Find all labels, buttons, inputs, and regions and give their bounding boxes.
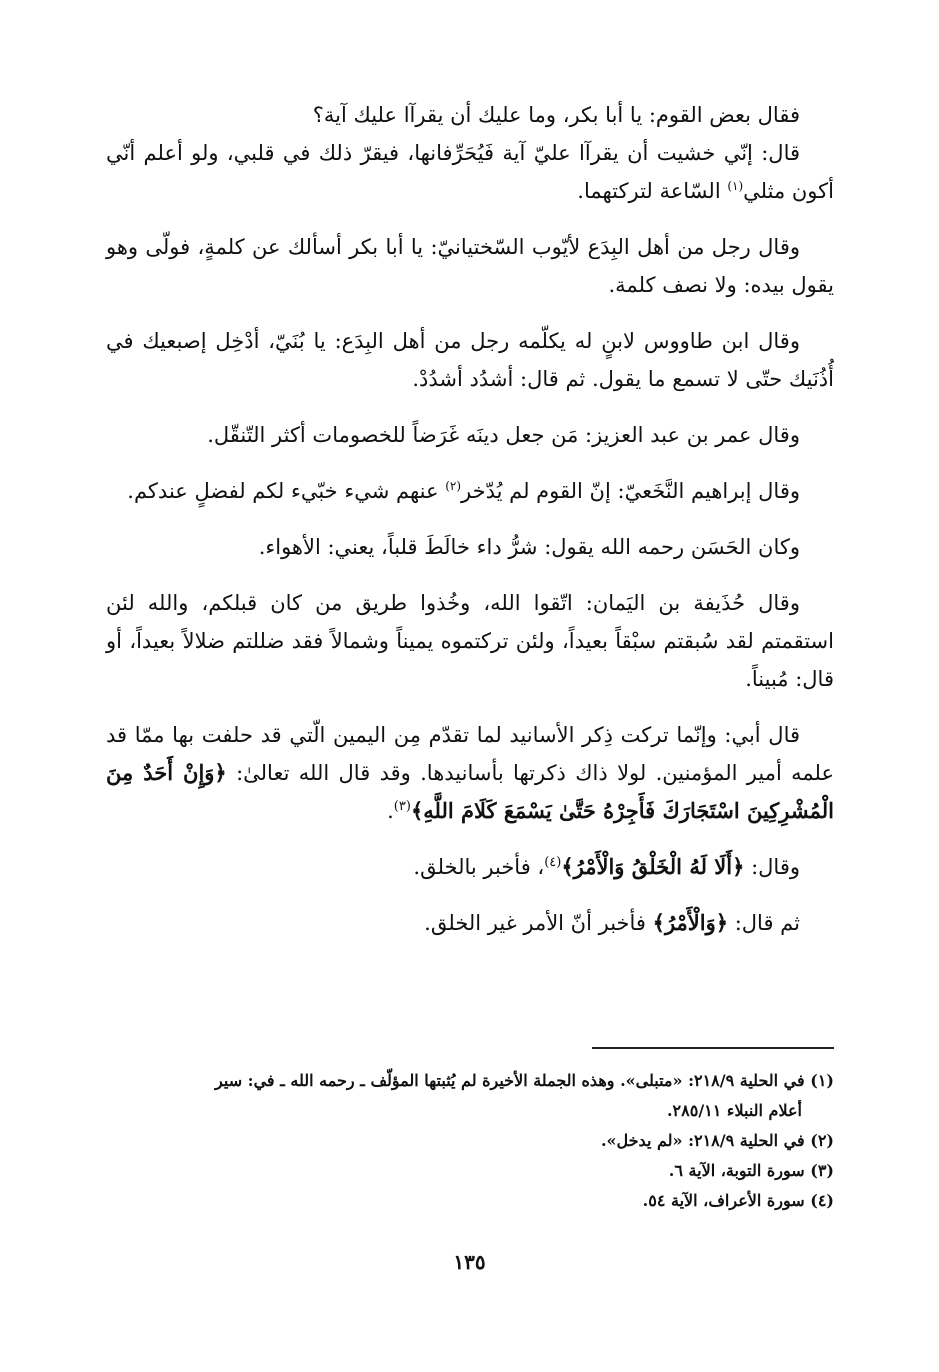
footnote-marker-2: (٢) [445, 479, 462, 493]
footnote-number: (٣) [810, 1161, 834, 1180]
footnote-4 [96, 1186, 834, 1216]
footnote-2 [96, 1126, 834, 1156]
footnote-number: (١) [810, 1071, 834, 1090]
paragraph-text: السّاعة لتركتهما. [577, 179, 728, 203]
footnote-text: في الحلية ٢١٨/٩: «لم يدخل». [600, 1131, 805, 1150]
paragraph-text: وقال حُذَيفة بن اليَمان: اتّقوا الله، وخُذوا طريق من كان قبلكم، والله لئن استقمتم لقد سُبقتم سبْقاً بعيداً، ولئن تركتموه يميناً وشمالاً فقد ضللتم ضلالاً بعيداً، أو قال: مُبيناً. [106, 591, 834, 691]
paragraph-1 [106, 96, 834, 134]
footnote-marker-4: (٤) [544, 855, 562, 870]
paragraph-8 [106, 584, 834, 698]
paragraph-text: وقال رجل من أهل البِدَع لأيّوب السّختيانيّ: يا أبا بكر أسألك عن كلمةٍ، فولّى وهو يقول بيده: ولا نصف كلمة. [106, 235, 834, 297]
paragraph-text: ثم قال: [728, 911, 800, 935]
paragraph-10 [106, 848, 834, 886]
paragraph-text: وكان الحَسَن رحمه الله يقول: شرُّ داء خالَطَ قلباً، يعني: الأهواء. [258, 535, 800, 559]
paragraph-7 [106, 528, 834, 566]
paragraph-text: وقال إبراهيم النَّخَعيّ: إنّ القوم لم يُدّخر [461, 479, 800, 503]
footnote-marker-3: (٣) [393, 799, 411, 814]
footnote-1-continuation [96, 1096, 834, 1126]
footnote-text: سورة التوبة، الآية ٦. [668, 1161, 805, 1180]
footnote-text: سورة الأعراف، الآية ٥٤. [642, 1191, 805, 1210]
paragraph-text: قال أبي: وإنّما تركت ذِكر الأسانيد لما تقدّم مِن اليمين الّتي قد حلفت بها ممّا قد علمه أمير المؤمنين. لولا ذاك ذكرتها بأسانيدها. وقد قال الله تعالىٰ: [106, 723, 835, 785]
paragraph-text: وقال ابن طاووس لابنٍ له يكلّمه رجل من أهل البِدَع: يا بُنَيّ، أدْخِل إصبعيك في أُذُنَيك حتّى لا تسمع ما يقول. ثم قال: أشدُد أشدُدْ. [106, 329, 834, 391]
paragraph-4 [106, 322, 834, 398]
footnote-text: أعلام النبلاء ٢٨٥/١١. [666, 1101, 802, 1120]
paragraph-text: قال: إنّي خشيت أن يقرآا عليّ آية فَيُحَرِّفانها، فيقرّ ذلك في قلبي، ولو أعلم أنّي أكون مثلي [106, 141, 834, 203]
footnote-divider [592, 1047, 834, 1049]
main-text [106, 96, 834, 960]
paragraph-3 [106, 228, 834, 304]
quran-verse: ﴿أَلَا لَهُ الْخَلْقُ وَالْأَمْرُ﴾ [561, 854, 745, 879]
paragraph-text: فقال بعض القوم: يا أبا بكر، وما عليك أن يقرآا عليك آية؟ [312, 103, 800, 127]
paragraph-2 [106, 134, 834, 210]
paragraph-text: عنهم شيء خبّيء لكم لفضلٍ عندكم. [127, 479, 446, 503]
paragraph-text: فأخبر أنّ الأمر غير الخلق. [424, 911, 653, 935]
page-number: ١٣٥ [453, 1250, 486, 1274]
footnote-number: (٢) [810, 1131, 834, 1150]
paragraph-text: ، فأخبر بالخلق. [413, 855, 545, 879]
footnote-text: في الحلية ٢١٨/٩: «متبلى». وهذه الجملة الأخيرة لم يُثبتها المؤلّف ـ رحمه الله ـ في: سير [215, 1071, 805, 1090]
footnote-marker-1: (١) [727, 179, 744, 193]
paragraph-text: . [387, 799, 394, 823]
paragraph-6 [106, 472, 834, 510]
footnote-3 [96, 1156, 834, 1186]
paragraph-text: وقال عمر بن عبد العزيز: مَن جعل دينَه غَرَضاً للخصومات أكثر التّنقّل. [207, 423, 800, 447]
paragraph-11 [106, 904, 834, 942]
quran-verse: ﴿وَإِنْ أَحَدٌ مِنَ الْمُشْرِكِينَ اسْتَجَارَكَ فَأَجِرْهُ حَتَّىٰ يَسْمَعَ كَلَامَ اللَّهِ﴾ [106, 760, 834, 823]
footnote-number: (٤) [810, 1191, 834, 1210]
footnote-1 [96, 1066, 834, 1096]
quran-verse: ﴿وَالْأَمْرُ﴾ [652, 910, 729, 935]
footnotes [96, 1066, 834, 1216]
paragraph-text: وقال: [744, 855, 800, 879]
paragraph-5 [106, 416, 834, 454]
paragraph-9 [106, 716, 834, 830]
